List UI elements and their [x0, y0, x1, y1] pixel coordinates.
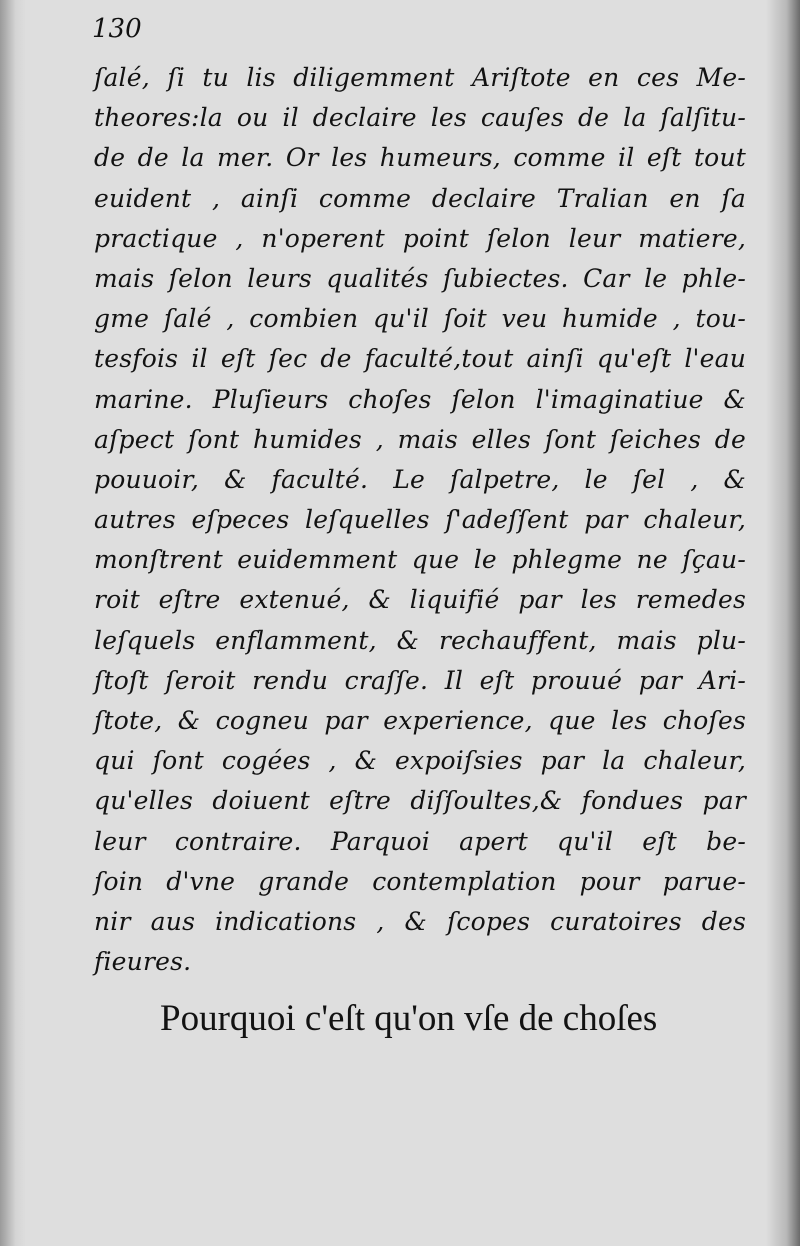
page-gutter-shadow: [0, 0, 26, 1246]
text-line: ſtote, & cogneu par experience, que les choſes: [94, 706, 746, 735]
text-line: theores:la ou il declaire les cauſes de la ſalſitu-: [94, 103, 746, 133]
text-line: ſtoſt ſeroit rendu craſſe. Il eſt prouué par Ari-: [94, 665, 746, 695]
text-line: qu'elles doiuent eſtre diſſoultes,& fondues par: [94, 786, 746, 816]
text-line: practique , n'operent point ſelon leur matiere,: [94, 223, 746, 253]
text-line: aſpect ſont humides , mais elles ſont ſeiches de: [94, 424, 746, 454]
text-line: leſquels enflamment, & rechauffent, mais plu-: [94, 625, 746, 655]
text-line: fieures.: [94, 947, 192, 977]
text-line: ſalé, ſi tu lis diligemment Ariſtote en ces Me-: [94, 63, 746, 92]
text-line: marine. Pluſieurs choſes ſelon l'imaginatiue &: [94, 384, 746, 414]
text-line: autres eſpeces leſquelles ſ'adeſſent par chaleur,: [94, 505, 746, 535]
page-number: 130: [92, 14, 142, 44]
text-line: monſtrent euidemment que le phlegme ne ſçau-: [94, 545, 746, 575]
text-line: leur contraire. Parquoi apert qu'il eſt be-: [94, 826, 746, 856]
text-line: ſoin d'vne grande contemplation pour parue-: [94, 866, 746, 896]
text-line: de de la mer. Or les humeurs, comme il eſt tout: [94, 143, 746, 173]
text-line: tesfois il eſt ſec de faculté,tout ainſi qu'eſt l'eau: [94, 344, 746, 374]
page-edge-shadow: [766, 0, 800, 1246]
text-line: mais ſelon leurs qualités ſubiectes. Car le phle-: [94, 263, 746, 293]
text-line: nir aus indications , & ſcopes curatoires des: [94, 906, 746, 936]
text-line: roit eſtre extenué, & liquifié par les remedes: [94, 585, 746, 615]
text-line: qui ſont cogées , & expoiſsies par la chaleur,: [94, 746, 746, 776]
body-paragraph: [94, 58, 746, 982]
section-heading: Pourquoi c'eſt qu'on vſe de choſes: [160, 998, 658, 1039]
text-line: euident , ainſi comme declaire Tralian en ſa: [94, 183, 746, 213]
text-line: pouuoir, & faculté. Le ſalpetre, le ſel , &: [94, 464, 746, 494]
text-line: gme ſalé , combien qu'il ſoit veu humide , tou-: [94, 304, 746, 334]
